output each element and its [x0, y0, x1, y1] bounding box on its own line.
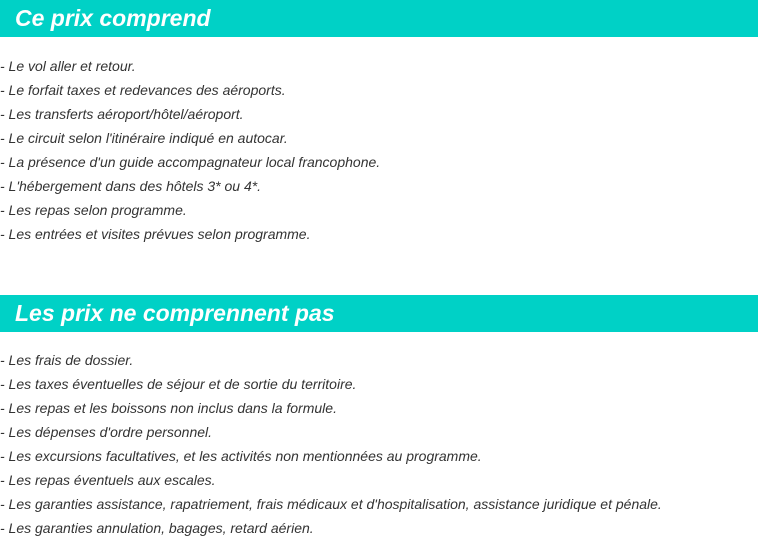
included-item: - La présence d'un guide accompagnateur local francophone.: [0, 154, 381, 170]
excluded-item: - Les taxes éventuelles de séjour et de sortie du territoire.: [0, 376, 357, 392]
excluded-section-title: Les prix ne comprennent pas: [0, 295, 758, 332]
included-item: - Les repas selon programme.: [0, 202, 187, 218]
included-item: - Les transferts aéroport/hôtel/aéroport.: [0, 106, 244, 122]
included-item: - Le circuit selon l'itinéraire indiqué en autocar.: [0, 130, 288, 146]
excluded-item: - Les excursions facultatives, et les activités non mentionnées au programme.: [0, 448, 482, 464]
included-section-title: Ce prix comprend: [0, 0, 758, 37]
excluded-item: - Les garanties annulation, bagages, retard aérien.: [0, 520, 314, 536]
included-list: [0, 54, 380, 246]
excluded-item: - Les frais de dossier.: [0, 352, 134, 368]
excluded-item: - Les repas et les boissons non inclus dans la formule.: [0, 400, 337, 416]
excluded-item: - Les repas éventuels aux escales.: [0, 472, 216, 488]
included-item: - Le vol aller et retour.: [0, 58, 136, 74]
excluded-item: - Les garanties assistance, rapatriement, frais médicaux et d'hospitalisation, assistance juridique et pénale.: [0, 496, 662, 512]
included-item: - L'hébergement dans des hôtels 3* ou 4*.: [0, 178, 262, 194]
excluded-item: - Les dépenses d'ordre personnel.: [0, 424, 213, 440]
included-item: - Le forfait taxes et redevances des aéroports.: [0, 82, 286, 98]
included-item: - Les entrées et visites prévues selon programme.: [0, 226, 311, 242]
excluded-list: [0, 348, 662, 540]
